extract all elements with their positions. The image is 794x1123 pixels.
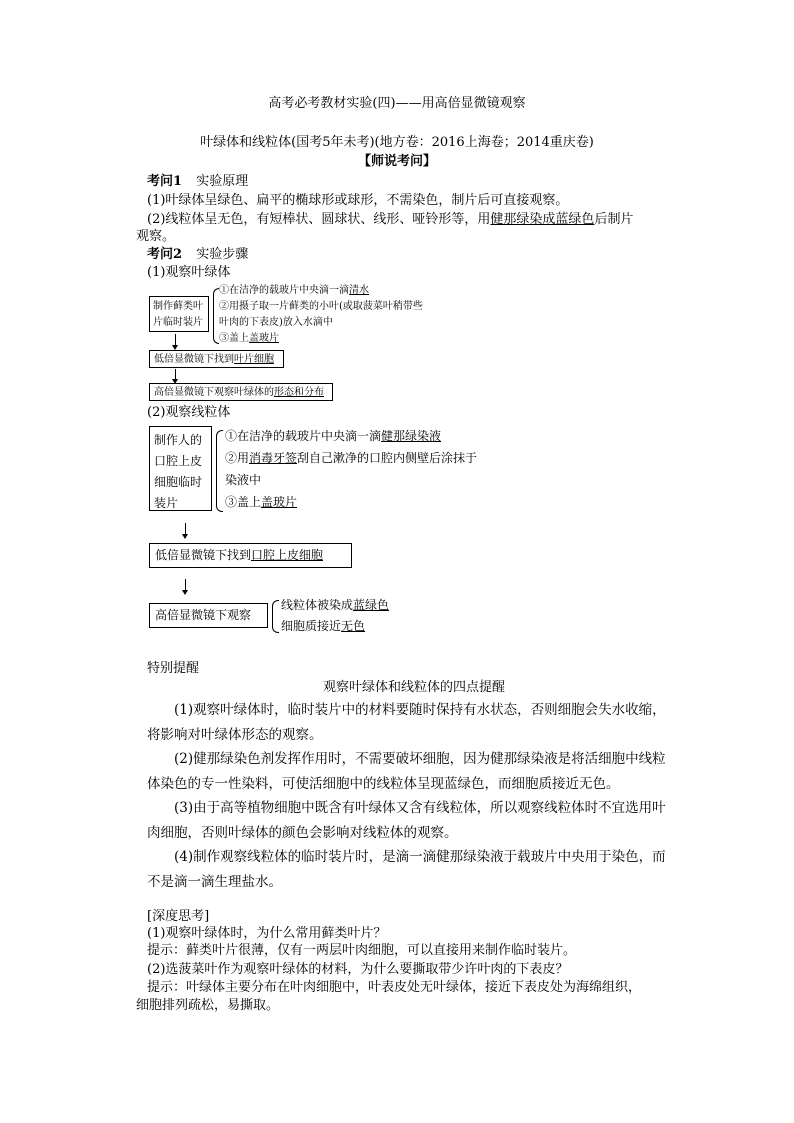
page-subtitle: 叶绿体和线粒体(国考5年未考)(地方卷：2016上海卷；2014重庆卷) (200, 135, 594, 150)
mito-high-power-box: 高倍显微镜下观察 (149, 603, 268, 628)
page-title: 高考必考教材实验(四)——用高倍显微镜观察 (268, 96, 526, 111)
mito-step-1: ①在洁净的载玻片中央滴一滴健那绿染液 (225, 429, 442, 443)
chloro-prep-box (149, 296, 209, 332)
mito-obs-1: 线粒体被染成蓝绿色 (281, 598, 390, 612)
chloro-high-power-box: 高倍显微镜下观察叶绿体的形态和分布 (149, 383, 333, 401)
deep-answer-1: 提示：藓类叶片很薄，仅有一两层叶肉细胞，可以直接用来制作临时装片。 (147, 943, 577, 958)
mito-prep-text: 制作人的 口腔上皮 细胞临时 装片 (154, 433, 203, 510)
q1-p2-text-a: (2)线粒体呈无色，有短棒状、圆球状、线形、哑铃形等，用 (147, 212, 491, 227)
q1-paragraph-2-cont: 观察。 (136, 229, 176, 244)
q1-paragraph-1: (1)叶绿体呈绿色、扁平的椭球形或球形，不需染色，制片后可直接观察。 (147, 193, 569, 208)
q1-title: 实验原理 (196, 174, 249, 189)
mito-obs-2: 细胞质接近无色 (281, 619, 366, 633)
reminder-title-text: 观察叶绿体和线粒体的四点提醒 (322, 680, 505, 695)
q1-p2-text-b: 后制片 (594, 212, 634, 227)
reminder-title (17, 680, 794, 696)
q1-label: 考问1 (147, 174, 183, 189)
chloro-step-1: ①在洁净的载玻片中央滴一滴清水 (219, 285, 369, 296)
mito-step-2: ②用消毒牙签刮自己漱净的口腔内侧壁后涂抹于 (225, 451, 478, 465)
chloro-step-2-line-1: ②用摄子取一片藓类的小叶(或取菠菜叶稍带些 (219, 301, 423, 312)
mito-brace (216, 430, 223, 512)
reminder-label: 特别提醒 (147, 661, 200, 676)
mito-prep-box (149, 426, 212, 511)
chloro-prep-line-1: 制作藓类叶 (153, 301, 203, 312)
chloroplast-step-heading: (1)观察叶绿体 (147, 265, 231, 280)
chloro-step-3: ③盖上盖玻片 (219, 333, 279, 344)
reminder-paragraph-1: (1)观察叶绿体时，临时装片中的材料要随时保持有水状态，否则细胞会失水收缩，将影响对叶绿体形态的观察。 (147, 702, 666, 743)
q2-label: 考问2 (147, 247, 183, 262)
mito-step-3: ③盖上盖玻片 (225, 495, 298, 509)
reminder-paragraph-4: (4)制作观察线粒体的临时装片时，是滴一滴健那绿染液于载玻片中央用于染色，而不是滴一滴生理盐水。 (147, 849, 666, 890)
q1-p2-underlined: 健那绿染成蓝绿色 (490, 212, 595, 227)
q2-title: 实验步骤 (196, 247, 249, 262)
deep-answer-2-line-1: 提示：叶绿体主要分布在叶肉细胞中，叶表皮处无叶绿体，接近下表皮处为海绵组织， (147, 980, 642, 995)
chloro-low-power-box: 低倍显微镜下找到叶片细胞 (149, 350, 284, 368)
chloro-prep-line-2: 片临时装片 (153, 317, 203, 328)
deep-label: [深度思考] (147, 909, 210, 924)
mito-arrow-1-head (182, 534, 188, 539)
q1-paragraph-2 (147, 212, 633, 228)
reminder-paragraph-2: (2)健那绿染色剂发挥作用时，不需要破坏细胞，因为健那绿染液是将活细胞中线粒体染色的专一性染料，可使活细胞中的线粒体呈现蓝绿色，而细胞质接近无色。 (147, 751, 666, 792)
q2-heading (147, 247, 248, 263)
deep-question-1: (1)观察叶绿体时，为什么常用藓类叶片？ (147, 926, 387, 941)
q1-heading (147, 174, 248, 190)
deep-answer-2-line-2: 细胞排列疏松，易撕取。 (136, 998, 280, 1013)
deep-question-2: (2)选菠菜叶作为观察叶绿体的材料，为什么要撕取带少许叶肉的下表皮？ (147, 962, 569, 977)
mito-obs-brace (272, 600, 279, 633)
mito-step-heading: (2)观察线粒体 (147, 405, 231, 420)
chloro-step-2-line-2: 叶肉的下表皮)放入水滴中 (219, 317, 333, 328)
mito-low-power-box: 低倍显微镜下找到口腔上皮细胞 (149, 543, 352, 568)
mito-step-2-cont: 染液中 (225, 473, 262, 487)
reminder-paragraph-3: (3)由于高等植物细胞中既含有叶绿体又含有线粒体，所以观察线粒体时不宜选用叶肉细胞，否则叶绿体的颜色会影响对线粒体的观察。 (147, 800, 666, 841)
mito-arrow-2-head (182, 590, 188, 595)
section-header: 【师说考问】 (357, 154, 436, 169)
